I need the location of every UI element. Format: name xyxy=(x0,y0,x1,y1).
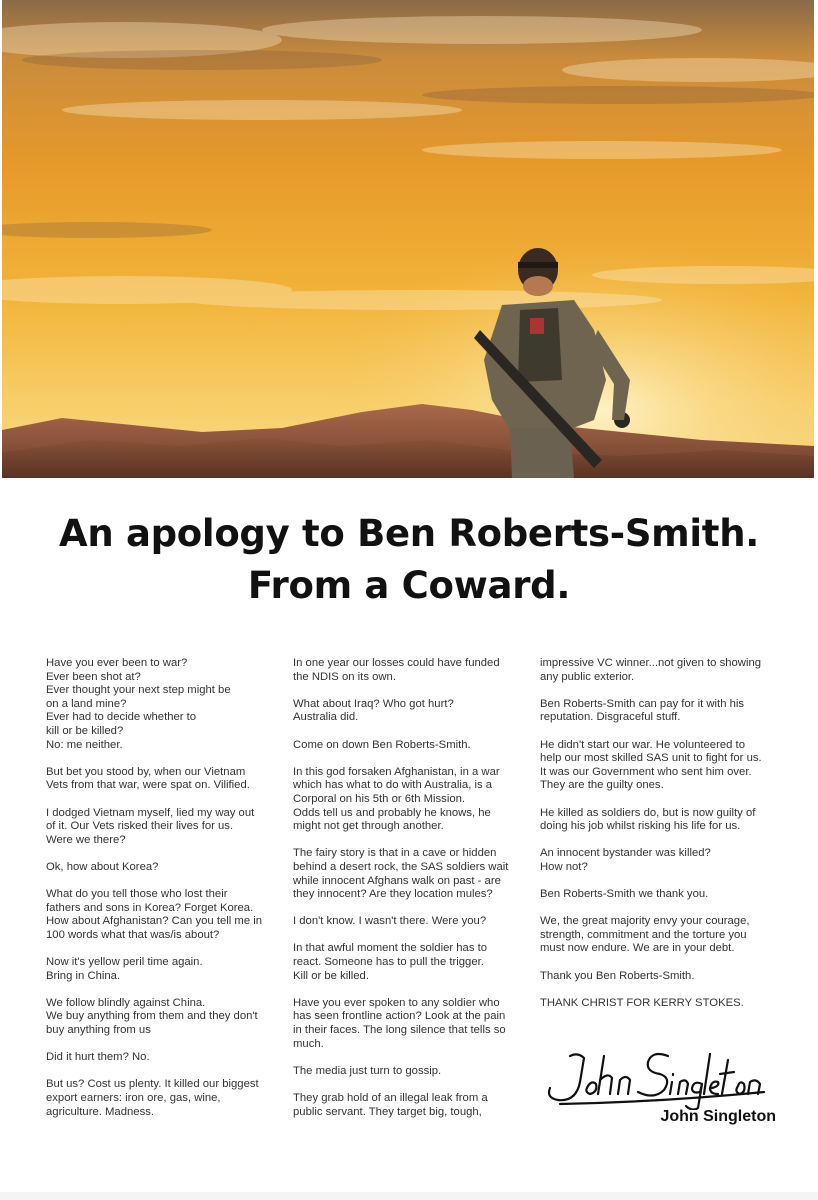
body-column-1 xyxy=(46,657,282,1133)
paragraph: In one year our losses could have funded the NDIS on its own. xyxy=(293,657,500,683)
paragraph: Have you ever been to war? Ever been shot at? Ever thought your next step might be on a land mine? Ever had to decide whether to kill or be killed? No: me neither. xyxy=(46,657,231,751)
paragraph: Thank you Ben Roberts-Smith. xyxy=(540,969,695,982)
paragraph: But us? Cost us plenty. It killed our biggest export earners: iron ore, gas, wine, agriculture. Madness. xyxy=(46,1078,259,1118)
paragraph: THANK CHRIST FOR KERRY STOKES. xyxy=(540,996,744,1009)
paragraph: Ben Roberts-Smith we thank you. xyxy=(540,888,709,901)
desert-soldier-image xyxy=(2,0,814,478)
paragraph: The media just turn to gossip. xyxy=(293,1064,442,1077)
paragraph: Ok, how about Korea? xyxy=(46,860,159,873)
paragraph: In that awful moment the soldier has to react. Someone has to pull the trigger. Kill or be killed. xyxy=(293,942,488,982)
paragraph: In this god forsaken Afghanistan, in a war which has what to do with Australia, is a Corporal on his 5th or 6th Mission. Odds tell us and probably he knows, he might not get through another. xyxy=(293,765,500,833)
paragraph: He killed as soldiers do, but is now guilty of doing his job whilst risking his life for us. xyxy=(540,806,756,833)
paragraph: We, the great majority envy your courage, strength, commitment and the torture you must now endure. We are in your debt. xyxy=(540,915,750,955)
signature-image xyxy=(540,1042,770,1110)
handwritten-signature xyxy=(540,1042,770,1110)
paragraph: I don't know. I wasn't there. Were you? xyxy=(293,915,487,928)
paragraph: Ben Roberts-Smith can pay for it with his reputation. Disgraceful stuff. xyxy=(540,697,745,724)
paragraph: We follow blindly against China. We buy anything from them and they don't buy anything from us xyxy=(46,996,258,1037)
paragraph: I dodged Vietnam myself, lied my way out of it. Our Vets risked their lives for us. Were we there? xyxy=(46,806,255,846)
paragraph: What about Iraq? Who got hurt? Australia did. xyxy=(293,697,454,724)
paragraph: The fairy story is that in a cave or hidden behind a desert rock, the SAS soldiers wait while innocent Afghans walk on past - are they innocent? Are they location mules? xyxy=(293,847,509,901)
hero-photo xyxy=(2,0,814,478)
paragraph: impressive VC winner...not given to showing any public exterior. xyxy=(540,657,762,683)
paragraph: Now it's yellow peril time again. Bring in China. xyxy=(46,956,203,982)
body-column-2 xyxy=(293,657,531,1133)
paragraph: Did it hurt them? No. xyxy=(46,1051,150,1064)
page-bottom-edge xyxy=(0,1192,818,1200)
paragraph: They grab hold of an illegal leak from a public servant. They target big, tough, xyxy=(293,1092,488,1118)
paragraph: He didn't start our war. He volunteered to help our most skilled SAS unit to fight for us. It was our Government who sent him over. They are the guilty ones. xyxy=(540,738,762,792)
paragraph: Come on down Ben Roberts-Smith. xyxy=(293,738,471,751)
headline-line-2: From a Coward. xyxy=(247,564,571,607)
headline xyxy=(0,508,818,612)
paragraph: An innocent bystander was killed? How not? xyxy=(540,847,711,873)
headline-line-1: An apology to Ben Roberts-Smith. xyxy=(59,512,759,555)
paragraph: But bet you stood by, when our Vietnam Vets from that war, were spat on. Vilified. xyxy=(46,765,250,792)
paragraph: Have you ever spoken to any soldier who has seen frontline action? Look at the pain in their faces. The long silence that tells so much. xyxy=(293,996,506,1050)
paragraph: What do you tell those who lost their fathers and sons in Korea? Forget Korea. How about Afghanistan? Can you tell me in 100 words what that was/is about? xyxy=(46,888,263,941)
body-column-3 xyxy=(540,657,780,1024)
signatory-name: John Singleton xyxy=(660,1108,776,1125)
